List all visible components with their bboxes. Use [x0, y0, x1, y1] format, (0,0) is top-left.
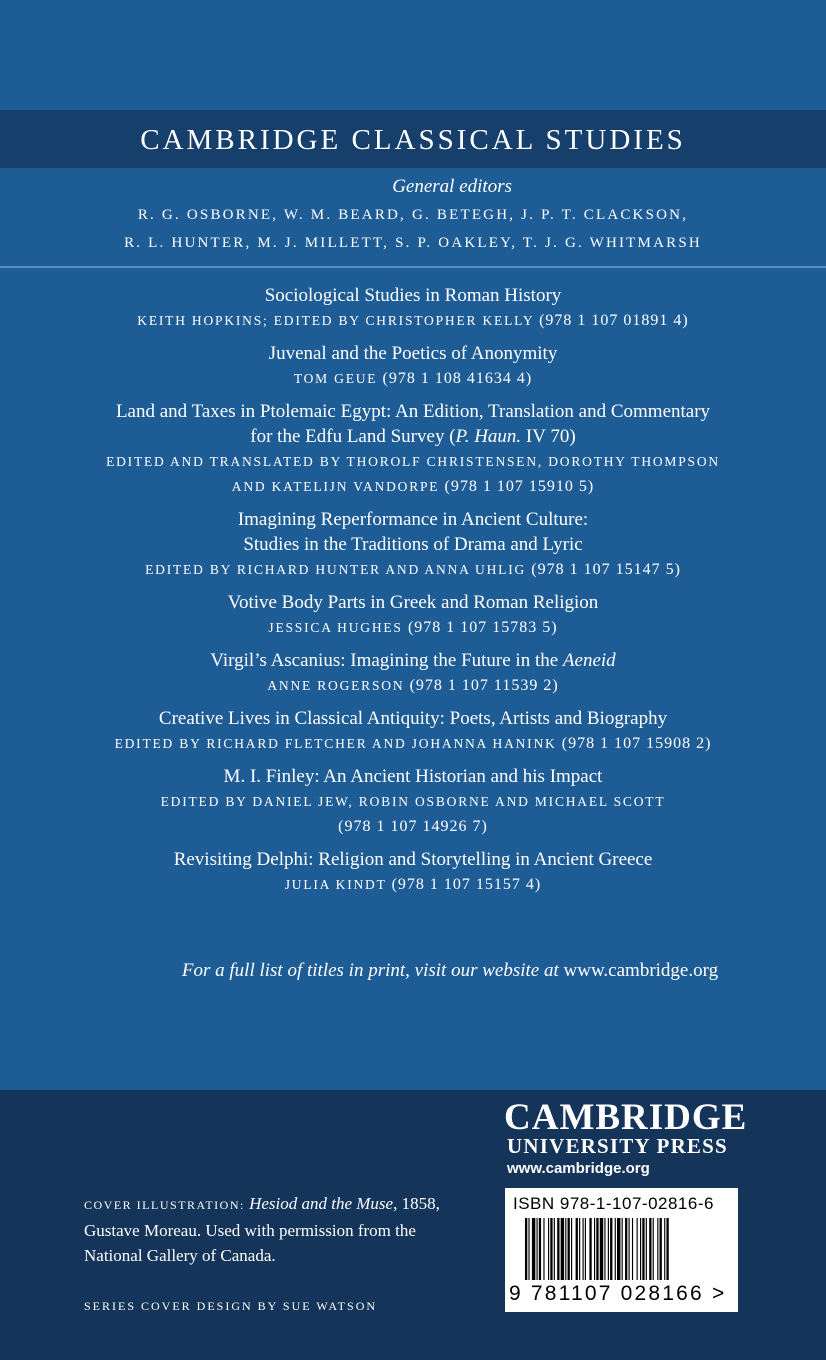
book-isbn: (978 1 107 01891 4): [539, 312, 689, 329]
cover-illustration-credit: COVER ILLUSTRATION: Hesiod and the Muse, 1858, Gustave Moreau. Used with permission from the National Gallery of Canada.: [84, 1194, 440, 1265]
book-entry: [40, 283, 786, 333]
book-author: ANNE ROGERSON: [267, 678, 405, 693]
barcode-box: [505, 1188, 738, 1312]
isbn-label: ISBN 978-1-107-02816-6: [513, 1194, 714, 1213]
book-author: KEITH HOPKINS; EDITED BY CHRISTOPHER KELLY: [137, 313, 534, 328]
website-link[interactable]: www.cambridge.org: [563, 960, 719, 981]
book-title: Votive Body Parts in Greek and Roman Religion: [227, 592, 599, 613]
book-entry: [40, 341, 786, 391]
barcode-bar: [583, 1218, 584, 1280]
book-title: Virgil’s Ascanius: Imagining the Future in the Aeneid: [210, 650, 616, 671]
book-entry: [40, 399, 786, 499]
book-title: Land and Taxes in Ptolemaic Egypt: An Edition, Translation and Commentary: [115, 401, 711, 422]
barcode-bar: [543, 1218, 544, 1280]
book-isbn: (978 1 107 15910 5): [444, 478, 595, 495]
book-author: EDITED BY RICHARD HUNTER AND ANNA UHLIG: [145, 562, 527, 577]
barcode-bar: [610, 1218, 612, 1280]
book-isbn: (978 1 107 14926 7): [338, 818, 488, 835]
general-editors-label: General editors: [392, 176, 512, 197]
editors-line-1: R. G. OSBORNE, W. M. BEARD, G. BETEGH, J. P. T. CLACKSON,: [137, 207, 689, 223]
book-credit: [40, 557, 786, 582]
cover-illustration-line: National Gallery of Canada.: [84, 1246, 276, 1265]
barcode-bar: [608, 1218, 609, 1280]
book-credit: EDITED BY DANIEL JEW, ROBIN OSBORNE AND MICHAEL SCOTT: [160, 794, 666, 809]
cover-illustration-work: Hesiod and the Muse: [249, 1194, 394, 1213]
book-title: Juvenal and the Poetics of Anonymity: [268, 343, 558, 364]
barcode-bar: [568, 1218, 570, 1280]
barcode-bar: [532, 1218, 535, 1280]
publisher-logo: CAMBRIDGE: [504, 1097, 748, 1138]
book-credit-cont: AND KATELIJN VANDORPE (978 1 107 15910 5): [231, 478, 595, 495]
publisher-subtitle: UNIVERSITY PRESS: [507, 1134, 728, 1158]
book-credit-cont: [40, 814, 786, 839]
book-entry: [40, 764, 786, 839]
barcode-bar: [537, 1218, 538, 1280]
barcode-bar: [600, 1218, 603, 1280]
barcode-bar: [594, 1218, 595, 1280]
book-author: TOM GEUE: [293, 371, 378, 386]
book-author: JULIA KINDT: [284, 877, 387, 892]
book-isbn: (978 1 107 15908 2): [561, 735, 712, 752]
book-credit: [40, 308, 786, 333]
barcode-bar: [596, 1218, 598, 1280]
book-author: JESSICA HUGHES: [268, 620, 403, 635]
barcode-bar: [666, 1218, 668, 1280]
barcode-bar: [571, 1218, 572, 1280]
cover-illustration-line: Gustave Moreau. Used with permission from the: [84, 1221, 416, 1240]
barcode-bar: [615, 1218, 616, 1280]
barcode-bar: [604, 1218, 605, 1280]
series-title: CAMBRIDGE CLASSICAL STUDIES: [140, 124, 686, 156]
barcode-bar: [622, 1218, 623, 1280]
barcode-bar: [640, 1218, 641, 1280]
divider: [0, 266, 826, 268]
design-credit: SERIES COVER DESIGN BY SUE WATSON: [84, 1299, 378, 1313]
book-credit: EDITED AND TRANSLATED BY THOROLF CHRISTENSEN, DOROTHY THOMPSON: [106, 454, 720, 469]
book-entry: [40, 847, 786, 897]
book-list: [40, 283, 786, 905]
barcode-bar: [585, 1218, 586, 1280]
barcode-bar: [625, 1218, 627, 1280]
barcode-bar: [646, 1218, 647, 1280]
book-title: Sociological Studies in Roman History: [264, 285, 562, 306]
barcode-bar: [554, 1218, 555, 1280]
publisher-url[interactable]: www.cambridge.org: [507, 1160, 650, 1177]
book-title: Creative Lives in Classical Antiquity: Poets, Artists and Biography: [158, 708, 668, 729]
book-isbn: (978 1 107 11539 2): [409, 677, 559, 694]
barcode-bar: [565, 1218, 566, 1280]
book-title: Revisiting Delphi: Religion and Storytelling in Ancient Greece: [173, 849, 653, 870]
barcode-bar: [617, 1218, 620, 1280]
book-entry: [40, 706, 786, 756]
book-credit: [40, 872, 786, 897]
book-isbn: (978 1 107 15157 4): [391, 876, 542, 893]
barcode-bar: [550, 1218, 552, 1280]
barcode-bar: [653, 1218, 654, 1280]
book-credit: [40, 731, 786, 756]
website-note: [0, 960, 826, 982]
barcode-bar: [548, 1218, 549, 1280]
website-note-text: For a full list of titles in print, visit our website at: [181, 960, 559, 981]
barcode-bar: [576, 1218, 578, 1280]
barcode-bar: [660, 1218, 662, 1280]
barcode-bar: [579, 1218, 580, 1280]
book-entry: [40, 507, 786, 582]
barcode-bar: [657, 1218, 658, 1280]
book-title: M. I. Finley: An Ancient Historian and his Impact: [223, 766, 603, 787]
barcode-bar: [557, 1218, 559, 1280]
barcode-digits: 9 781107 028166 >: [509, 1282, 727, 1305]
barcode-bar: [632, 1218, 633, 1280]
cover-illustration-label: COVER ILLUSTRATION:: [84, 1198, 245, 1212]
book-entry: [40, 590, 786, 640]
barcode-bar: [637, 1218, 638, 1280]
barcode-bar: [561, 1218, 564, 1280]
book-isbn: (978 1 108 41634 4): [382, 370, 533, 387]
barcode-bar: [642, 1218, 644, 1280]
book-entry: [40, 648, 786, 698]
barcode-bar: [525, 1218, 527, 1280]
barcode-bars: [525, 1218, 721, 1280]
barcode-bar: [629, 1218, 630, 1280]
book-author: EDITED BY RICHARD FLETCHER AND JOHANNA HANINK: [114, 736, 557, 751]
barcode-bar: [664, 1218, 665, 1280]
book-credit: [40, 615, 786, 640]
book-title-cont: for the Edfu Land Survey (P. Haun. IV 70): [250, 426, 576, 447]
book-title-cont: Studies in the Traditions of Drama and Lyric: [243, 534, 583, 555]
book-isbn: (978 1 107 15783 5): [407, 619, 558, 636]
barcode-bar: [649, 1218, 651, 1280]
barcode-bar: [589, 1218, 591, 1280]
barcode-bar: [528, 1218, 529, 1280]
book-title: Imagining Reperformance in Ancient Culture:: [237, 509, 589, 530]
editors-line-2: R. L. HUNTER, M. J. MILLETT, S. P. OAKLEY, T. J. G. WHITMARSH: [124, 235, 702, 251]
barcode-bar: [539, 1218, 541, 1280]
book-isbn: (978 1 107 15147 5): [531, 561, 681, 578]
book-credit: [40, 366, 786, 391]
book-credit: [40, 673, 786, 698]
